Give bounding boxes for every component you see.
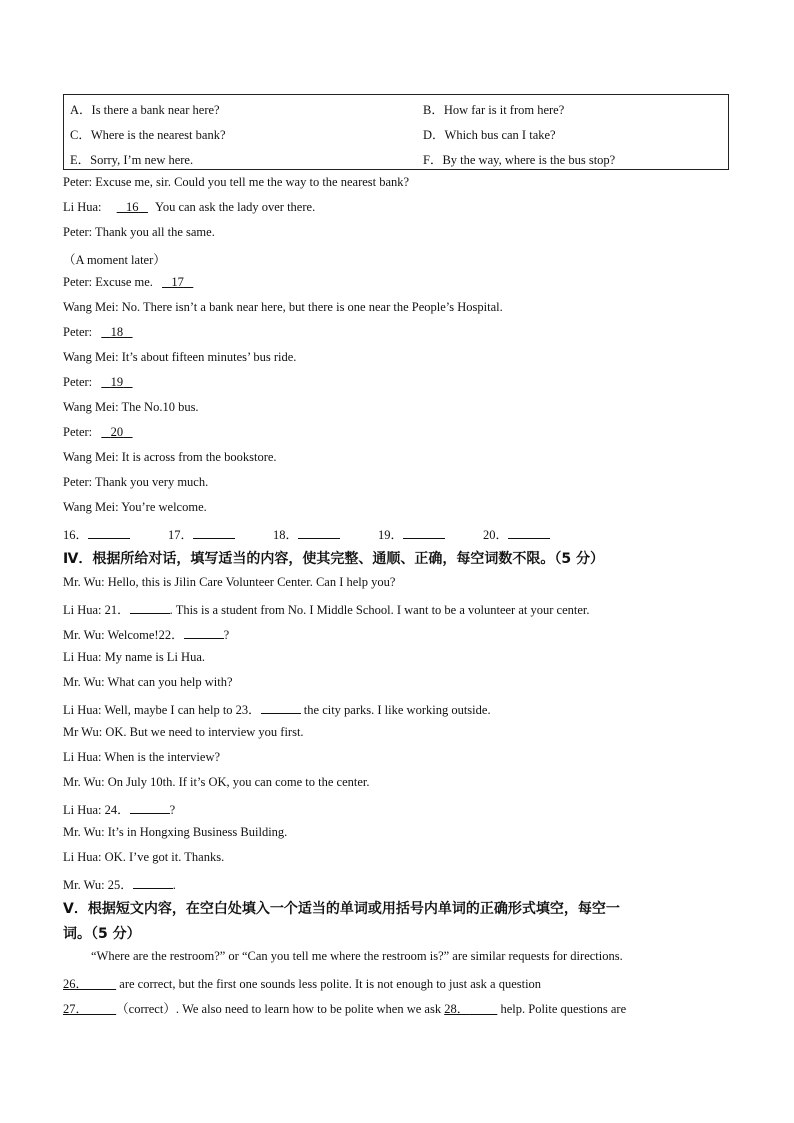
answer-item: [483, 525, 550, 543]
dialogue-line: [63, 875, 176, 893]
speaker: Li Hua:: [63, 200, 102, 214]
dialogue-text: the city parks. I like working outside.: [303, 703, 491, 717]
answer-label: 18．: [273, 528, 299, 542]
blank-22[interactable]: [184, 626, 224, 639]
dialogue-line: Mr. Wu: Hello, this is Jilin Care Volunteer Center. Can I help you?: [63, 575, 396, 589]
dialogue-line: Li Hua: OK. I’ve got it. Thanks.: [63, 850, 225, 864]
dialogue-text: Li Hua: 24．: [63, 803, 130, 817]
dialogue-line: [63, 600, 590, 618]
dialogue-line: [63, 325, 133, 340]
paragraph-line: “Where are the restroom?” or “Can you tell me where the restroom is?” are similar requests for directions.: [91, 949, 623, 963]
section-heading: Ⅴ．根据短文内容，在空白处填入一个适当的单词或用括号内单词的正确形式填空，每空一: [63, 901, 620, 917]
dialogue-text: ?: [169, 803, 176, 817]
answer-blank[interactable]: [508, 526, 550, 539]
answer-label: 16．: [63, 528, 89, 542]
dialogue-line: Wang Mei: It’s about fifteen minutes’ bus ride.: [63, 350, 297, 364]
option-e: E．Sorry, I’m new here.: [70, 153, 194, 167]
dialogue-line: （A moment later）: [63, 253, 166, 267]
dialogue-line: [63, 700, 491, 718]
dialogue-line: Wang Mei: It is across from the bookstore.: [63, 450, 277, 464]
answer-blank[interactable]: [193, 526, 235, 539]
blank-18[interactable]: 18: [110, 325, 124, 339]
dialogue-line: Wang Mei: You’re welcome.: [63, 500, 207, 514]
section-heading: Ⅳ．根据所给对话，填写适当的内容，使其完整、通顺、正确，每空词数不限。（5 分）: [63, 551, 604, 567]
dialogue-line: [63, 425, 133, 440]
blank-23[interactable]: [261, 701, 301, 714]
answer-blank[interactable]: [298, 526, 340, 539]
dialogue-line: [63, 625, 229, 643]
dialogue-line: Mr. Wu: On July 10th. If it’s OK, you can come to the center.: [63, 775, 370, 789]
dialogue-line: Li Hua: When is the interview?: [63, 750, 221, 764]
paragraph-line: [63, 999, 626, 1017]
dialogue-text: You can ask the lady over there.: [155, 200, 316, 214]
blank-20[interactable]: 20: [110, 425, 124, 439]
blank-16[interactable]: 16: [126, 200, 139, 214]
blank-21[interactable]: [130, 601, 170, 614]
answer-item: [273, 525, 340, 543]
dialogue-text: ?: [223, 628, 230, 642]
dialogue-line: Peter: Excuse me, sir. Could you tell me the way to the nearest bank?: [63, 175, 410, 189]
paragraph-line: [63, 974, 541, 992]
dialogue-line: [63, 800, 175, 818]
dialogue-line: [63, 375, 133, 390]
option-f: F．By the way, where is the bus stop?: [423, 153, 616, 167]
section-heading: 词。（5 分）: [63, 926, 141, 942]
blank-19[interactable]: 19: [110, 375, 124, 389]
paragraph-text: are correct, but the first one sounds less polite. It is not enough to just ask a question: [119, 977, 542, 991]
answer-blank[interactable]: [88, 526, 130, 539]
dialogue-text: Mr. Wu: Welcome!22．: [63, 628, 184, 642]
option-b: B．How far is it from here?: [423, 103, 565, 117]
dialogue-line: Mr. Wu: What can you help with?: [63, 675, 233, 689]
answer-label: 17．: [168, 528, 194, 542]
dialogue-line: Wang Mei: The No.10 bus.: [63, 400, 199, 414]
dialogue-text: .: [172, 878, 176, 892]
paragraph-text: （correct）. We also need to learn how to be polite when we ask: [116, 1002, 442, 1016]
option-c: C．Where is the nearest bank?: [70, 128, 226, 142]
answer-item: [168, 525, 235, 543]
dialogue-line: Mr Wu: OK. But we need to interview you first.: [63, 725, 304, 739]
dialogue-line: Li Hua: My name is Li Hua.: [63, 650, 205, 664]
blank-27[interactable]: 27．: [63, 1002, 89, 1016]
dialogue-line: [63, 200, 315, 215]
dialogue-line: Mr. Wu: It’s in Hongxing Business Building.: [63, 825, 288, 839]
answer-item: [378, 525, 445, 543]
blank-24[interactable]: [130, 801, 170, 814]
speaker: Peter:: [63, 375, 93, 389]
option-a: A．Is there a bank near here?: [70, 103, 220, 117]
dialogue-text: Li Hua: Well, maybe I can help to 23．: [63, 703, 261, 717]
dialogue-line: Peter: Thank you very much.: [63, 475, 209, 489]
option-d: D．Which bus can I take?: [423, 128, 556, 142]
dialogue-text: . This is a student from No. I Middle School. I want to be a volunteer at your center.: [169, 603, 590, 617]
paragraph-text: help. Polite questions are: [500, 1002, 627, 1016]
answer-label: 20．: [483, 528, 509, 542]
speaker: Peter:: [63, 325, 93, 339]
answer-blank[interactable]: [403, 526, 445, 539]
blank-17[interactable]: 17: [171, 275, 184, 289]
dialogue-text: Li Hua: 21．: [63, 603, 130, 617]
dialogue-text: Mr. Wu: 25．: [63, 878, 133, 892]
blank-26[interactable]: 26．: [63, 977, 89, 991]
dialogue-line: [63, 275, 193, 290]
blank-25[interactable]: [133, 876, 173, 889]
blank-28[interactable]: 28．: [444, 1002, 470, 1016]
speaker: Peter:: [63, 425, 93, 439]
speaker: Peter: Excuse me.: [63, 275, 153, 289]
answer-label: 19．: [378, 528, 404, 542]
dialogue-line: Peter: Thank you all the same.: [63, 225, 215, 239]
dialogue-line: Wang Mei: No. There isn’t a bank near here, but there is one near the People’s Hospital.: [63, 300, 503, 314]
